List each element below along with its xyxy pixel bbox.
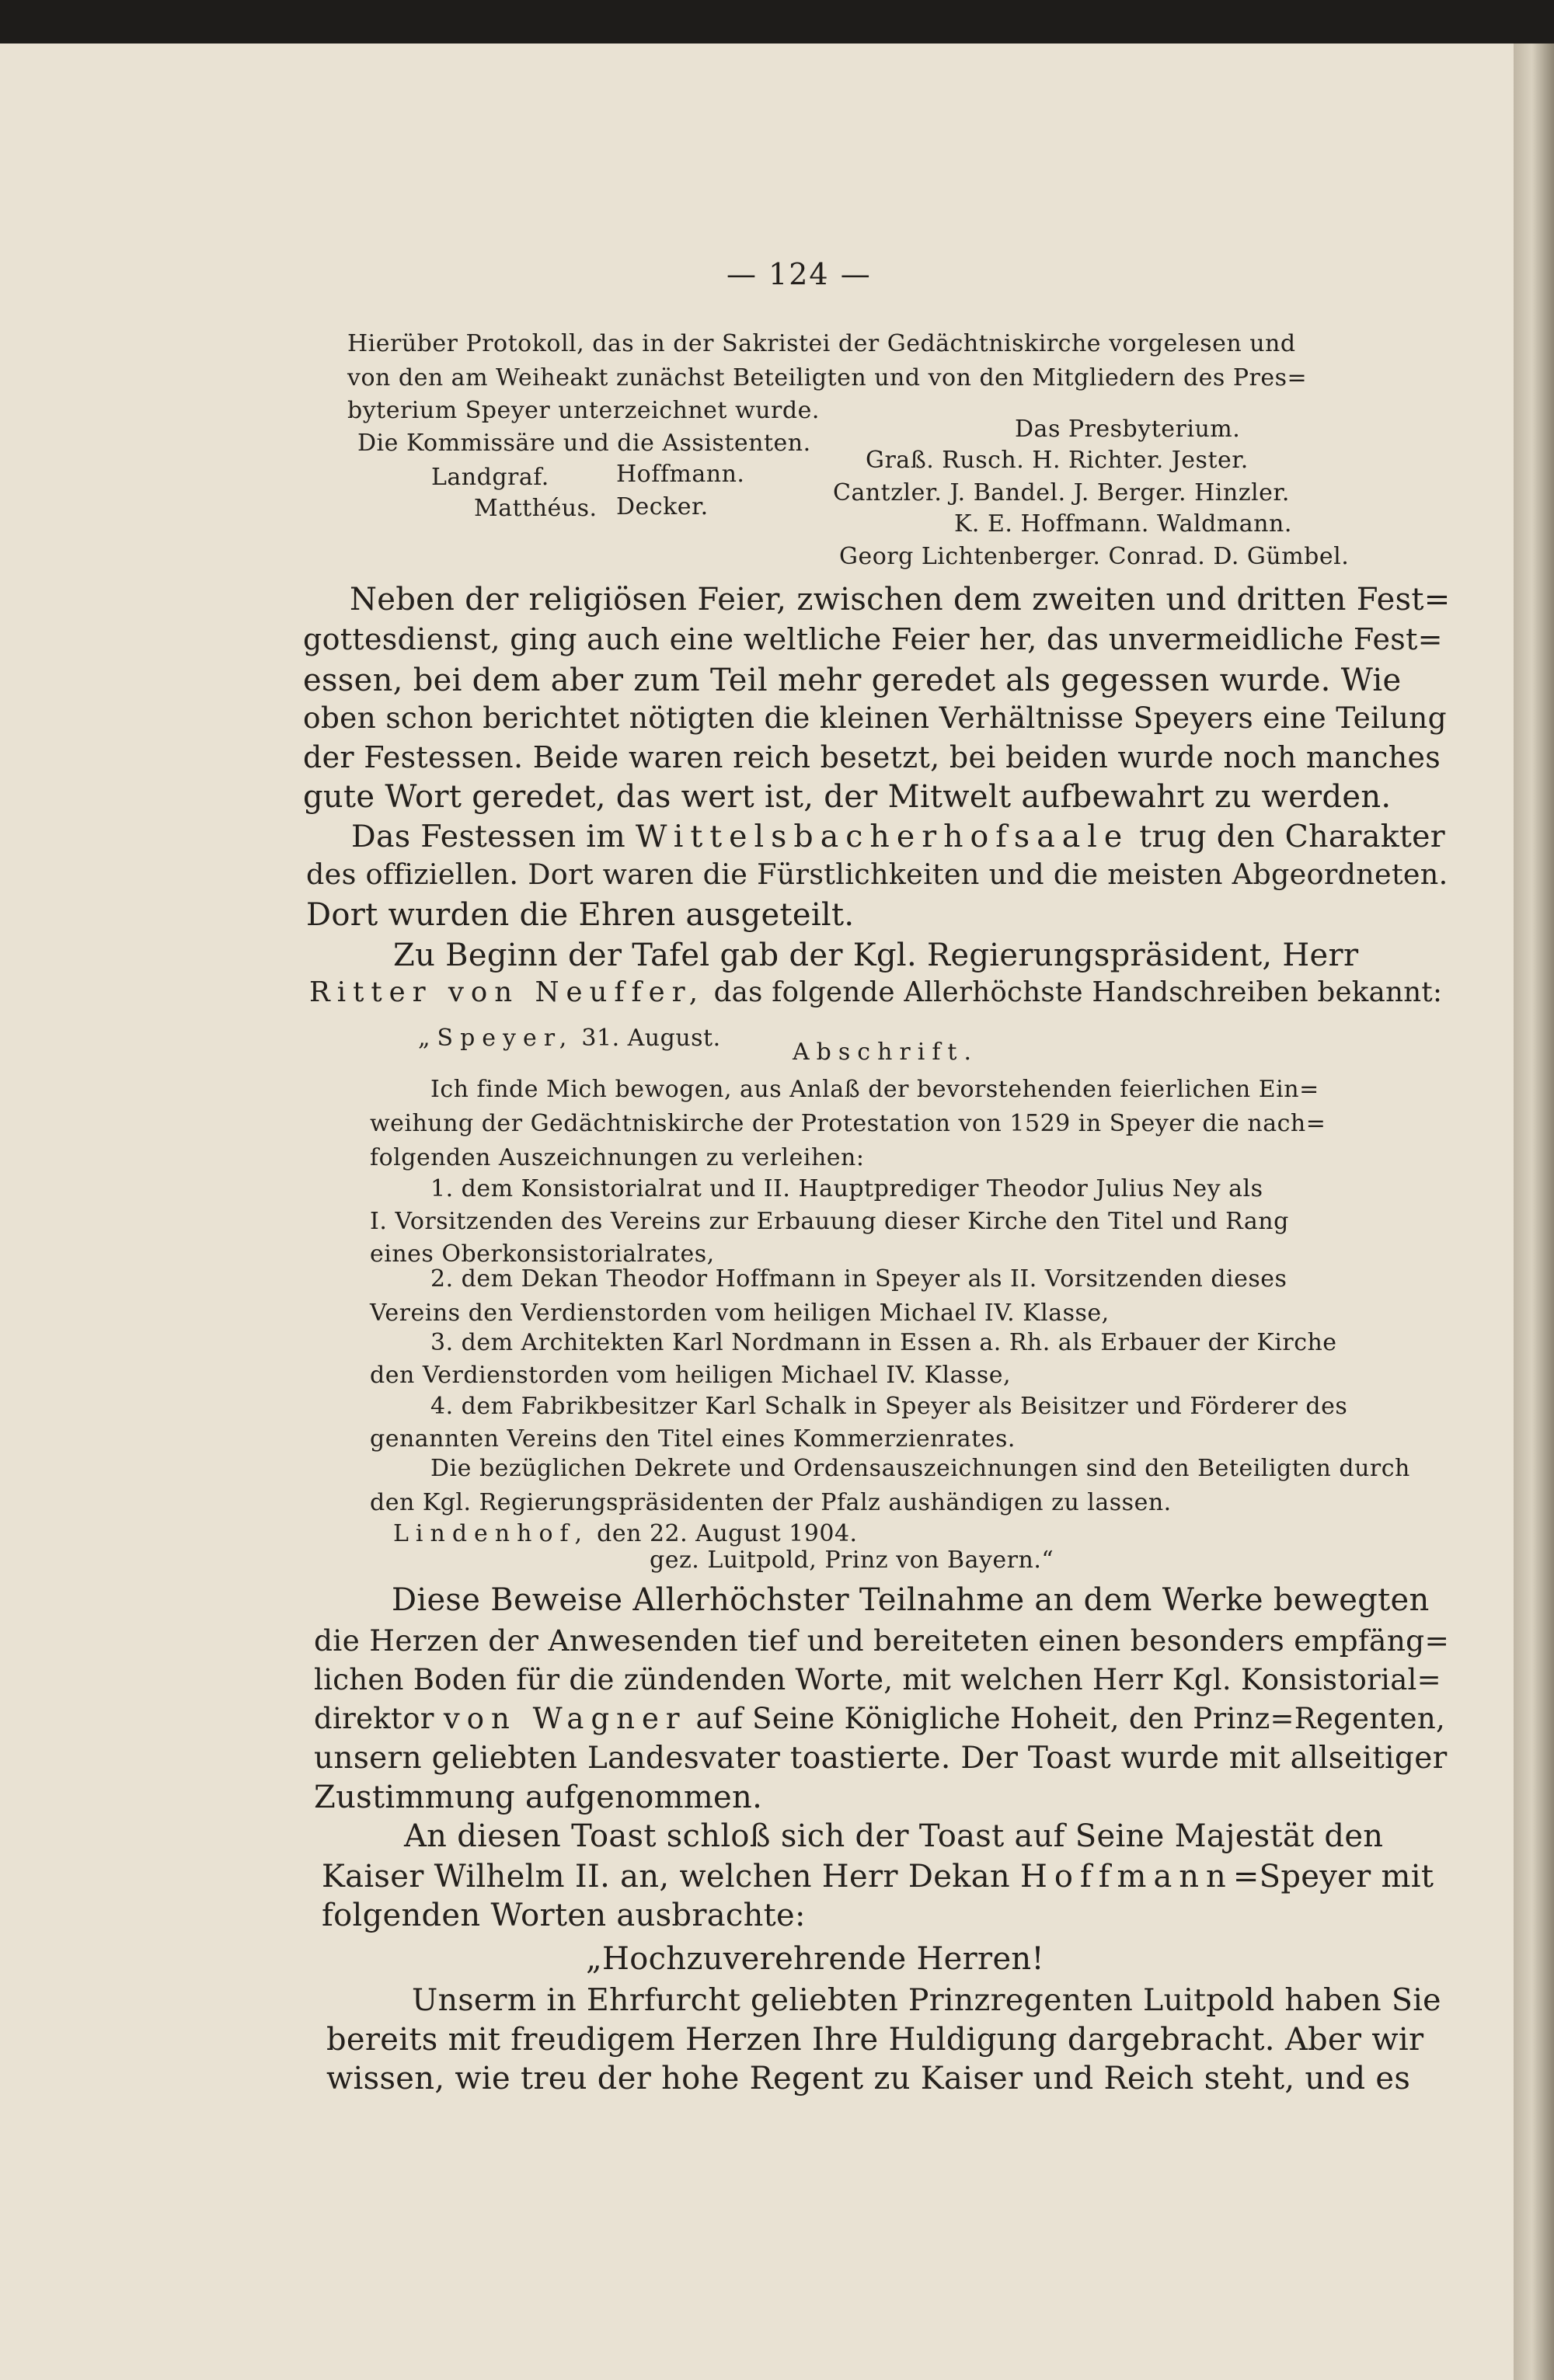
letter-line: 2. dem Dekan Theodor Hoffmann in Speyer als II. Vorsitzenden dieses xyxy=(430,1265,1287,1293)
commissioners-heading: Die Kommissäre und die Assistenten. xyxy=(357,430,811,457)
body-line: die Herzen der Anwesenden tief und bereiteten einen besonders empfäng= xyxy=(314,1623,1450,1658)
spaced-name: Hoffmann xyxy=(1019,1859,1233,1895)
body-line: des offiziellen. Dort waren die Fürstlichkeiten und die meisten Abgeordneten. xyxy=(306,858,1448,891)
spaced-name: Wittelsbacherhofsaale xyxy=(635,819,1130,854)
letter-line: genannten Vereins den Titel eines Kommerzienrates. xyxy=(370,1425,1016,1453)
letter-line: Vereins den Verdienstorden vom heiligen Michael IV. Klasse, xyxy=(370,1300,1110,1327)
text-span: trug den Charakter xyxy=(1139,819,1445,854)
body-line: Zu Beginn der Tafel gab der Kgl. Regierungspräsident, Herr xyxy=(393,938,1359,973)
speech-salutation: „Hochzuverehrende Herren! xyxy=(586,1941,1044,1977)
presbyter-names: Cantzler. J. Bandel. J. Berger. Hinzler. xyxy=(833,479,1290,506)
spaced-name: Lindenhof, xyxy=(393,1520,590,1547)
presbyterium-heading: Das Presbyterium. xyxy=(1015,416,1241,443)
body-line: Dort wurden die Ehren ausgeteilt. xyxy=(306,897,855,933)
body-line xyxy=(309,976,1443,1008)
letter-line: eines Oberkonsistorialrates, xyxy=(370,1240,715,1268)
body-line: gute Wort geredet, das wert ist, der Mitwelt aufbewahrt zu werden. xyxy=(303,779,1392,815)
signatory-name: Hoffmann. xyxy=(616,461,745,488)
body-line: oben schon berichtet nötigten die kleinen Verhältnisse Speyers eine Teilung xyxy=(303,701,1447,735)
letter-signature: gez. Luitpold, Prinz von Bayern.“ xyxy=(650,1547,1054,1574)
text-span: =Speyer mit xyxy=(1232,1859,1434,1895)
protocol-line: Hierüber Protokoll, das in der Sakristei der Gedächtniskirche vorgelesen und xyxy=(347,330,1296,357)
letter-line: folgenden Auszeichnungen zu verleihen: xyxy=(370,1144,865,1171)
letter-line: 1. dem Konsistorialrat und II. Hauptprediger Theodor Julius Ney als xyxy=(430,1175,1263,1202)
spaced-name: „Speyer, xyxy=(418,1025,574,1052)
signatory-name: Matthéus. xyxy=(474,495,598,522)
presbyter-names: Graß. Rusch. H. Richter. Jester. xyxy=(866,447,1249,474)
protocol-line: von den am Weiheakt zunächst Beteiligten und von den Mitgliedern des Pres= xyxy=(347,364,1308,391)
letter-closing xyxy=(393,1522,858,1546)
speech-line: Unserm in Ehrfurcht geliebten Prinzregenten Luitpold haben Sie xyxy=(412,1982,1441,2018)
letter-line: 4. dem Fabrikbesitzer Karl Schalk in Speyer als Beisitzer und Förderer des xyxy=(430,1393,1348,1420)
letter-line: Die bezüglichen Dekrete und Ordensauszeichnungen sind den Beteiligten durch xyxy=(430,1455,1410,1482)
body-line: gottesdienst, ging auch eine weltliche Feier her, das unvermeidliche Fest= xyxy=(303,622,1443,656)
signatory-name: Landgraf. xyxy=(431,464,549,491)
signatory-name: Decker. xyxy=(616,493,709,520)
body-line: folgenden Worten ausbrachte: xyxy=(322,1898,806,1933)
body-line: unsern geliebten Landesvater toastierte. Der Toast wurde mit allseitiger xyxy=(314,1741,1448,1776)
body-line xyxy=(322,1859,1434,1895)
body-line: Diese Beweise Allerhöchster Teilnahme an dem Werke bewegten xyxy=(392,1582,1430,1618)
letter-line: den Verdienstorden vom heiligen Michael IV. Klasse, xyxy=(370,1362,1012,1389)
presbyter-names: K. E. Hoffmann. Waldmann. xyxy=(954,510,1292,538)
page-edge xyxy=(1514,43,1554,2380)
letter-place xyxy=(418,1027,721,1050)
body-line xyxy=(351,819,1445,854)
text-span: direktor xyxy=(314,1702,434,1735)
body-line: essen, bei dem aber zum Teil mehr geredet als gegessen wurde. Wie xyxy=(303,663,1402,698)
body-line: Zustimmung aufgenommen. xyxy=(314,1780,763,1815)
speech-line: bereits mit freudigem Herzen Ihre Huldigung dargebracht. Aber wir xyxy=(326,2022,1424,2058)
letter-line: weihung der Gedächtniskirche der Protestation von 1529 in Speyer die nach= xyxy=(370,1110,1326,1137)
page-number: — 124 — xyxy=(726,257,872,291)
spaced-name: Ritter von Neuffer, xyxy=(309,976,706,1008)
letter-title: Abschrift. xyxy=(793,1039,979,1066)
text-span: Kaiser Wilhelm II. an, welchen Herr Dekan xyxy=(322,1859,1010,1895)
text-span: Das Festessen im xyxy=(351,819,625,854)
body-line xyxy=(314,1704,1445,1733)
text-span: 31. August. xyxy=(581,1025,721,1052)
text-span: das folgende Allerhöchste Handschreiben bekannt: xyxy=(713,976,1443,1008)
speech-line: wissen, wie treu der hohe Regent zu Kaiser und Reich steht, und es xyxy=(326,2061,1411,2096)
text-span: auf Seine Königliche Hoheit, den Prinz=Regenten, xyxy=(695,1702,1446,1735)
letter-line: 3. dem Architekten Karl Nordmann in Essen a. Rh. als Erbauer der Kirche xyxy=(430,1329,1337,1356)
body-line: An diesen Toast schloß sich der Toast auf Seine Majestät den xyxy=(404,1818,1384,1854)
letter-line: I. Vorsitzenden des Vereins zur Erbauung dieser Kirche den Titel und Rang xyxy=(370,1208,1289,1235)
letter-line: Ich finde Mich bewogen, aus Anlaß der bevorstehenden feierlichen Ein= xyxy=(430,1076,1319,1103)
text-span: den 22. August 1904. xyxy=(597,1520,858,1547)
letter-line: den Kgl. Regierungspräsidenten der Pfalz aushändigen zu lassen. xyxy=(370,1489,1172,1516)
presbyter-names: Georg Lichtenberger. Conrad. D. Gümbel. xyxy=(839,543,1350,570)
body-line: der Festessen. Beide waren reich besetzt, bei beiden wurde noch manches xyxy=(303,740,1441,774)
spaced-name: von Wagner xyxy=(443,1702,687,1735)
body-line: Neben der religiösen Feier, zwischen dem zweiten und dritten Fest= xyxy=(350,582,1451,618)
protocol-line: byterium Speyer unterzeichnet wurde. xyxy=(347,397,820,424)
body-line: lichen Boden für die zündenden Worte, mit welchen Herr Kgl. Konsistorial= xyxy=(314,1663,1441,1696)
